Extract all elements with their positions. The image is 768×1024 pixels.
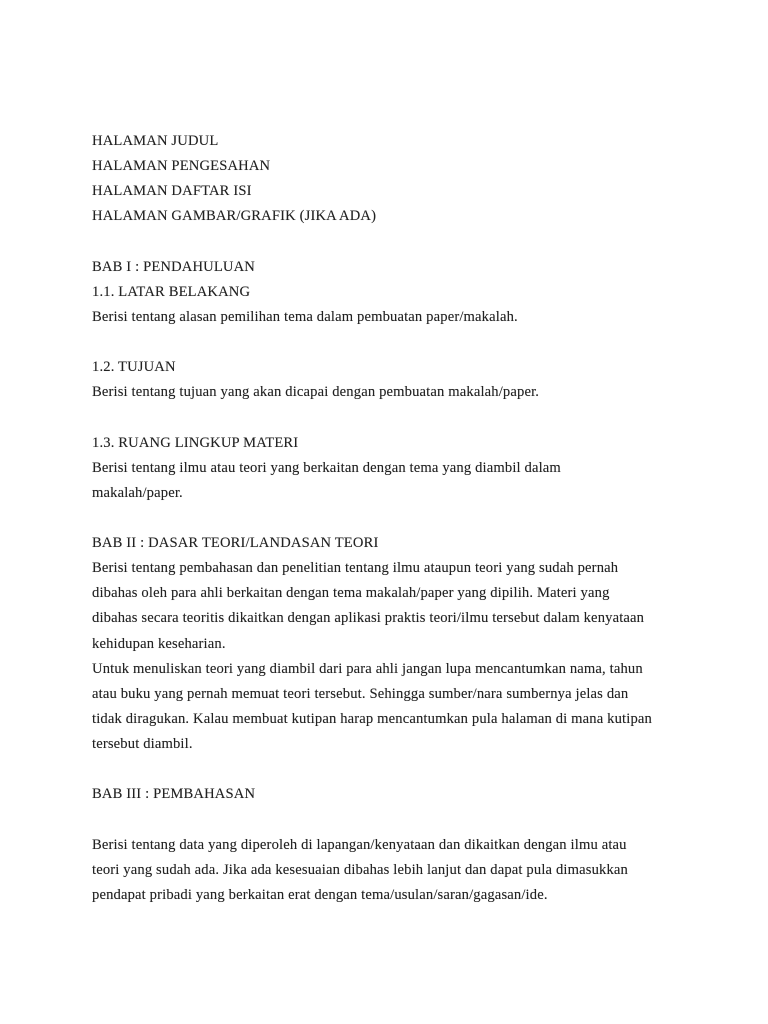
doc-line-chapter-heading: BAB II : DASAR TEORI/LANDASAN TEORI [92,535,379,551]
doc-line-chapter-heading: BAB I : PENDAHULUAN [92,258,255,275]
doc-line-front-matter: HALAMAN PENGESAHAN [92,158,271,175]
doc-line-section-heading: 1.3. RUANG LINGKUP MATERI [92,434,299,451]
doc-line-body: dibahas secara teoritis dikaitkan dengan aplikasi praktis teori/ilmu tersebut dalam kenyataan [92,610,645,627]
doc-line-body: dibahas oleh para ahli berkaitan dengan tema makalah/paper yang dipilih. Materi yang [92,585,610,602]
doc-line-blank [92,807,732,832]
doc-line-chapter-heading: BAB III : PEMBAHASAN [92,786,256,803]
doc-line-blank [92,506,732,531]
doc-line-section-heading: 1.1. LATAR BELAKANG [92,283,251,300]
doc-line-blank [92,230,732,255]
doc-line-front-matter: HALAMAN JUDUL [92,133,219,149]
document-content [92,129,732,908]
doc-line-body: Untuk menuliskan teori yang diambil dari para ahli jangan lupa mencantumkan nama, tahun [92,660,643,677]
doc-line-body: kehidupan keseharian. [92,635,226,652]
doc-line-body: tidak diragukan. Kalau membuat kutipan harap mencantumkan pula halaman di mana kutipan [92,710,652,727]
doc-line-body: Berisi tentang alasan pemilihan tema dalam pembuatan paper/makalah. [92,308,518,325]
doc-line-section-heading: 1.2. TUJUAN [92,359,176,376]
doc-line-front-matter: HALAMAN GAMBAR/GRAFIK (JIKA ADA) [92,208,377,225]
doc-line-body: atau buku yang pernah memuat teori tersebut. Sehingga sumber/nara sumbernya jelas dan [92,685,629,702]
doc-line-front-matter: HALAMAN DAFTAR ISI [92,183,252,200]
doc-line-blank [92,330,732,355]
doc-line-body: pendapat pribadi yang berkaitan erat dengan tema/usulan/saran/gagasan/ide. [92,886,548,903]
doc-line-body: Berisi tentang pembahasan dan penelitian tentang ilmu ataupun teori yang sudah pernah [92,560,619,577]
doc-line-body: Berisi tentang tujuan yang akan dicapai dengan pembuatan makalah/paper. [92,384,540,401]
doc-line-blank [92,757,732,782]
doc-line-body: Berisi tentang ilmu atau teori yang berkaitan dengan tema yang diambil dalam [92,459,561,476]
doc-line-body: tersebut diambil. [92,736,193,752]
doc-line-blank [92,405,732,430]
doc-line-body: makalah/paper. [92,484,183,501]
doc-line-body: Berisi tentang data yang diperoleh di lapangan/kenyataan dan dikaitkan dengan ilmu atau [92,836,627,853]
doc-line-body: teori yang sudah ada. Jika ada kesesuaian dibahas lebih lanjut dan dapat pula dimasukkan [92,861,628,878]
